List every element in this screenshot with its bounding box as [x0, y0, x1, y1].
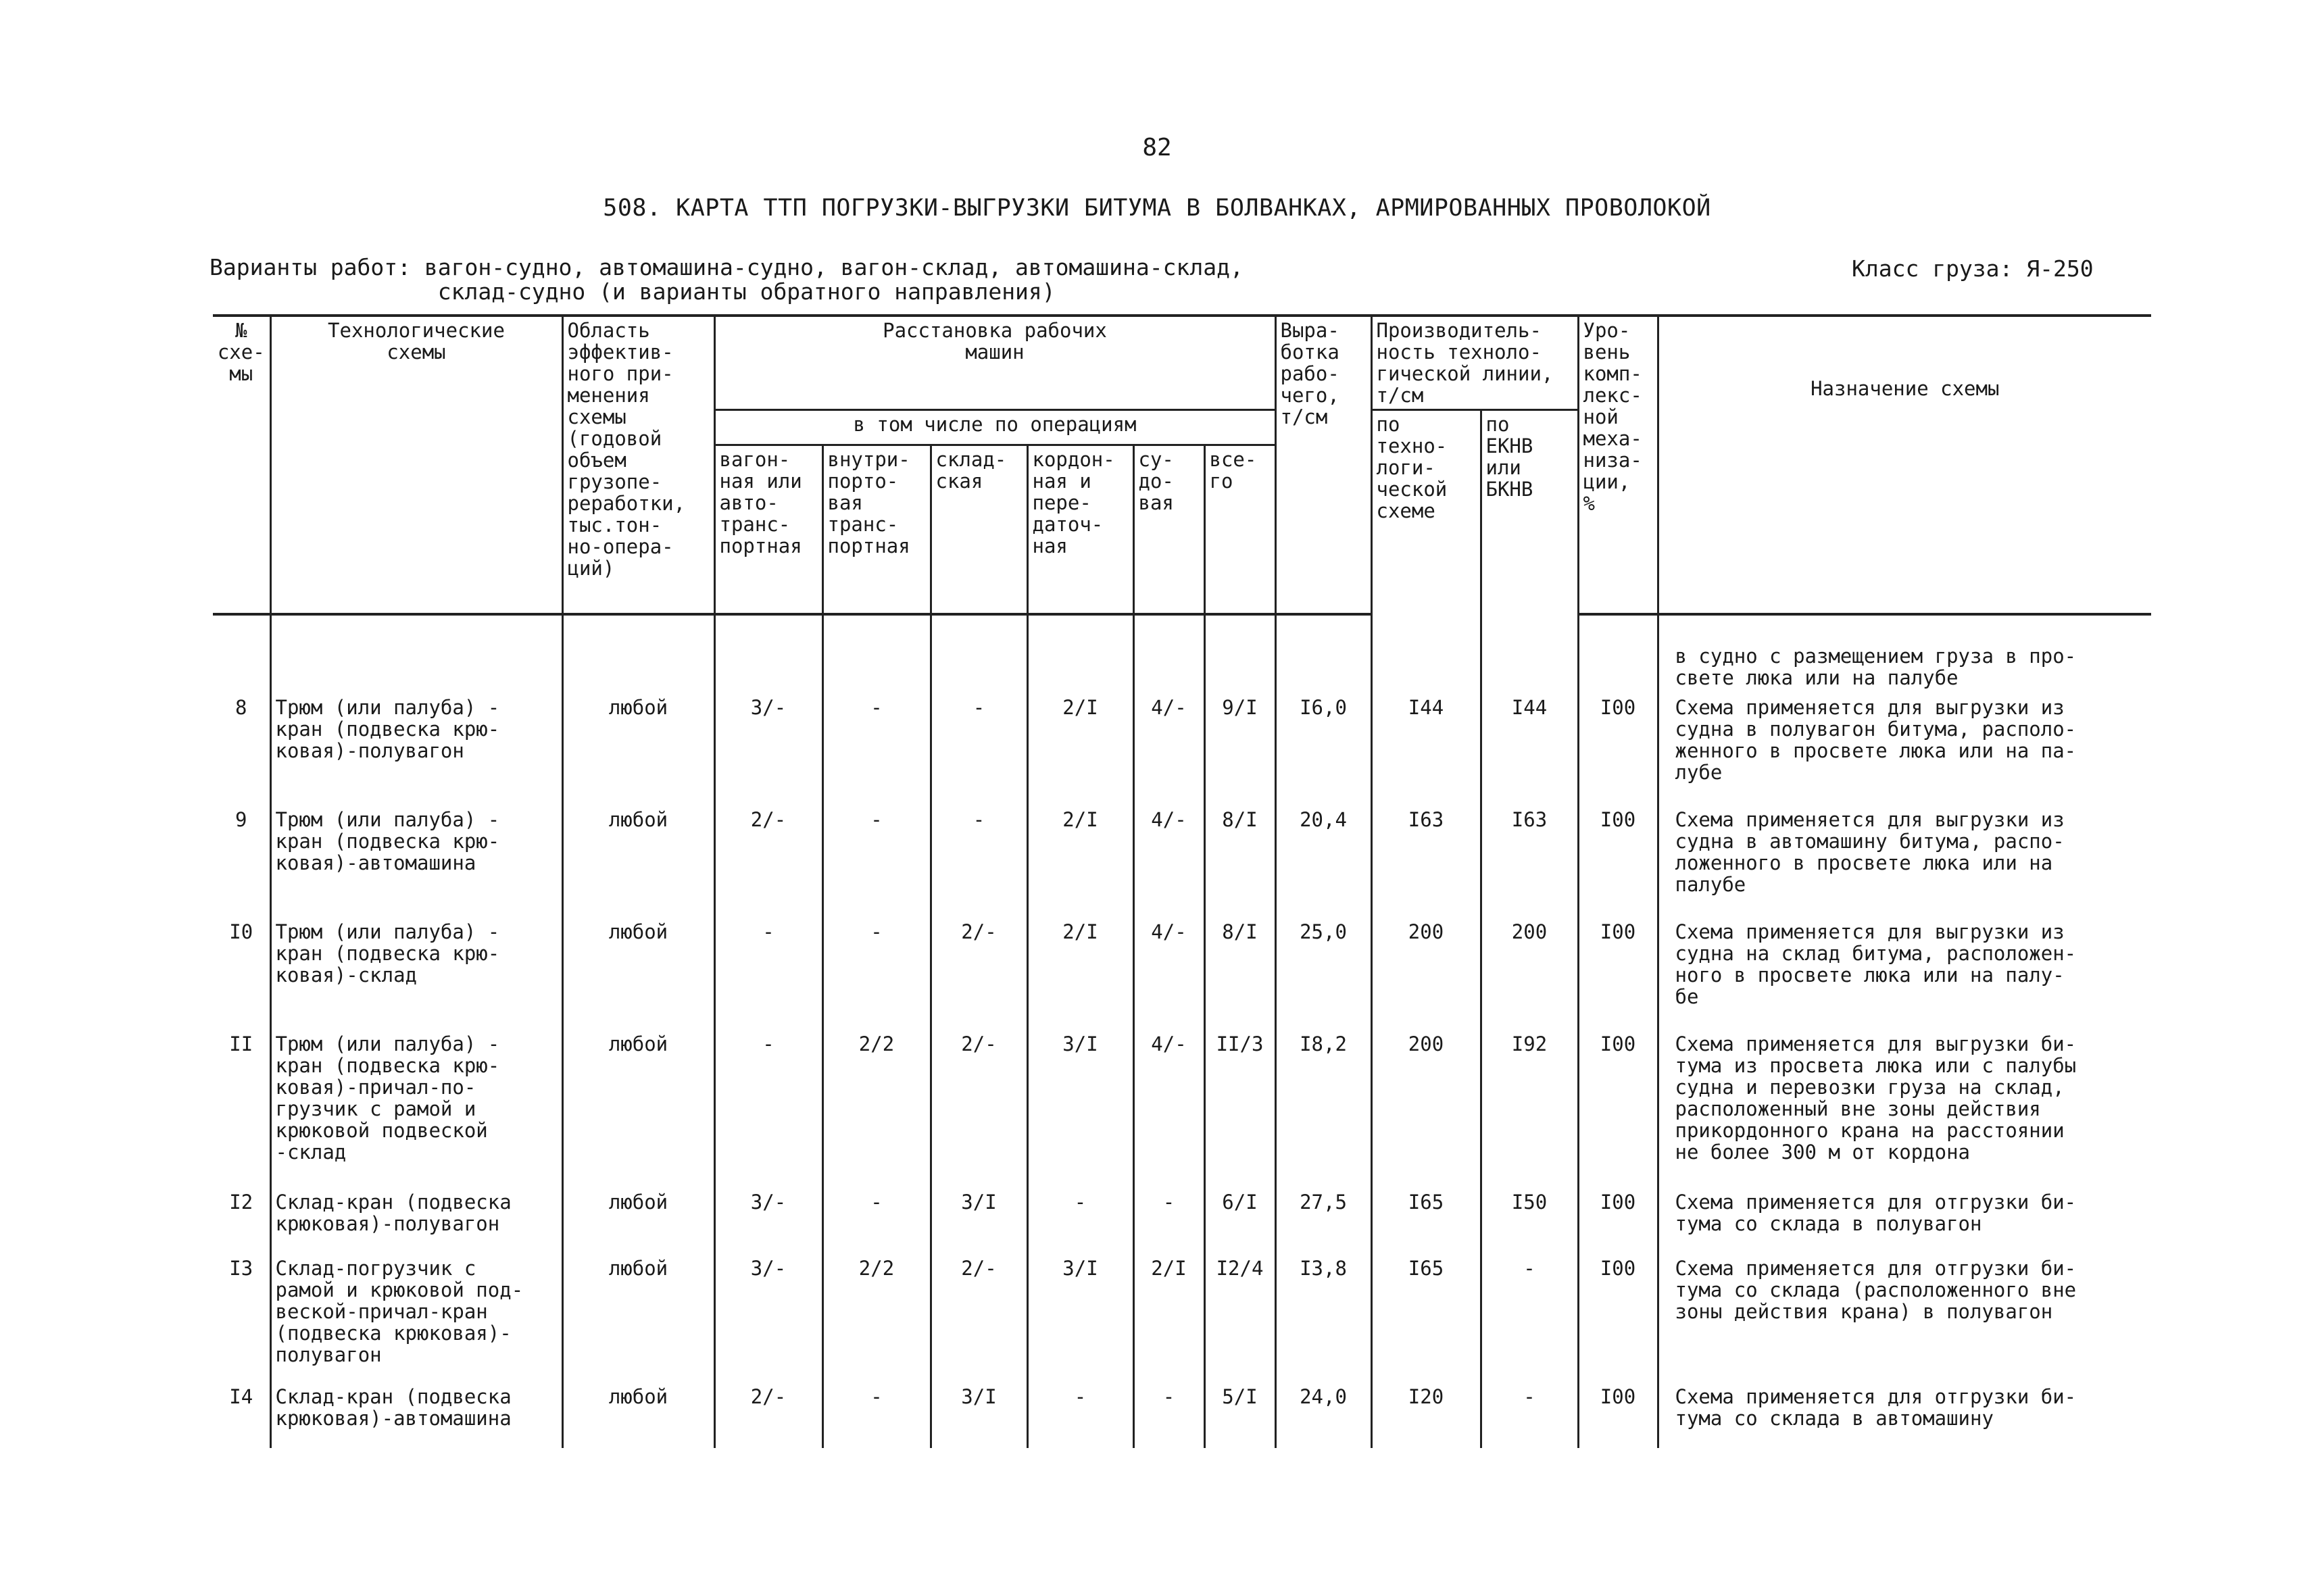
mechanization-value: I00	[1578, 1380, 1658, 1448]
tech-productivity: 200	[1371, 1028, 1481, 1186]
header-scheme-number: № схе- мы	[213, 316, 270, 614]
ship-value: 2/I	[1133, 1252, 1204, 1380]
scheme-description: Склад-погрузчик с рамой и крюковой под- веской-причал-кран (подвеска крюковая)- полувагон	[270, 1252, 562, 1380]
cordon-value: 2/I	[1027, 691, 1133, 803]
wagon-value: 3/-	[714, 1252, 822, 1380]
scheme-purpose: Схема применяется для выгрузки из судна на склад битума, расположен- ного в просвете люка или на палу- бе	[1658, 916, 2151, 1028]
table-row	[213, 803, 2151, 916]
scheme-description: Склад-кран (подвеска крюковая)-полувагон	[270, 1186, 562, 1252]
ship-value: -	[1133, 1380, 1204, 1448]
cordon-value: 2/I	[1027, 803, 1133, 916]
cordon-value: -	[1027, 1186, 1133, 1252]
wagon-value: 3/-	[714, 691, 822, 803]
ship-value: 4/-	[1133, 1028, 1204, 1186]
warehouse-value: 3/I	[931, 1186, 1027, 1252]
scheme-number: I4	[229, 1385, 253, 1408]
header-internal-transport: внутри- порто- вая транс- портная	[822, 445, 931, 614]
scheme-purpose: Схема применяется для отгрузки би- тума со склада (расположенного вне зоны действия крана) в полувагон	[1658, 1252, 2151, 1380]
wagon-value: -	[714, 1028, 822, 1186]
table-row	[213, 1252, 2151, 1380]
wagon-value: -	[714, 916, 822, 1028]
output-value: I6,0	[1275, 691, 1371, 803]
mechanization-value: I00	[1578, 1186, 1658, 1252]
total-value: 8/I	[1204, 916, 1275, 1028]
output-value: 20,4	[1275, 803, 1371, 916]
continuation-row	[213, 614, 2151, 691]
application-area: любой	[562, 1028, 714, 1186]
ship-value: -	[1133, 1186, 1204, 1252]
header-mechanization-level: Уро- вень комп- лекс- ной меха- низа- ции, %	[1578, 316, 1658, 614]
warehouse-value: -	[931, 691, 1027, 803]
wagon-value: 2/-	[714, 803, 822, 916]
cordon-value: 3/I	[1027, 1252, 1133, 1380]
table-row	[213, 916, 2151, 1028]
application-area: любой	[562, 916, 714, 1028]
scheme-number: II	[229, 1032, 253, 1055]
output-value: 27,5	[1275, 1186, 1371, 1252]
work-variants: Варианты работ: вагон-судно, автомашина-судно, вагон-склад, автомашина-склад, склад-судно (и варианты обратного направления)	[210, 254, 1244, 305]
tech-productivity: 200	[1371, 916, 1481, 1028]
eknv-productivity: I44	[1481, 691, 1578, 803]
cordon-value: 2/I	[1027, 916, 1133, 1028]
application-area: любой	[562, 1252, 714, 1380]
scheme-number: I3	[229, 1256, 253, 1280]
output-value: I3,8	[1275, 1252, 1371, 1380]
scheme-purpose: Схема применяется для выгрузки из судна в полувагон битума, располо- женного в просвете люка или на па- лубе	[1658, 691, 2151, 803]
scheme-purpose: Схема применяется для выгрузки из судна в автомашину битума, распо- ложенного в просвете люка или на палубе	[1658, 803, 2151, 916]
internal-value: -	[822, 691, 931, 803]
output-value: 25,0	[1275, 916, 1371, 1028]
scheme-purpose: Схема применяется для отгрузки би- тума со склада в полувагон	[1658, 1186, 2151, 1252]
scheme-number: 9	[235, 807, 247, 831]
header-by-eknv: по ЕКНВ или БКНВ	[1481, 410, 1578, 614]
warehouse-value: 2/-	[931, 1252, 1027, 1380]
continuation-text: в судно с размещением груза в про- свете люка или на палубе	[1658, 614, 2151, 691]
internal-value: -	[822, 1380, 931, 1448]
ship-value: 4/-	[1133, 691, 1204, 803]
total-value: 6/I	[1204, 1186, 1275, 1252]
scheme-number: I0	[229, 920, 253, 943]
table-row	[213, 691, 2151, 803]
internal-value: -	[822, 916, 931, 1028]
eknv-productivity: I92	[1481, 1028, 1578, 1186]
header-line-productivity: Производитель- ность техноло- гической линии, т/см	[1371, 316, 1578, 410]
cordon-value: -	[1027, 1380, 1133, 1448]
page-number: 82	[1142, 134, 1172, 161]
scheme-description: Трюм (или палуба) - кран (подвеска крю- ковая)-автомашина	[270, 803, 562, 916]
scheme-description: Трюм (или палуба) - кран (подвеска крю- ковая)-полувагон	[270, 691, 562, 803]
scheme-number: I2	[229, 1190, 253, 1214]
eknv-productivity: I50	[1481, 1186, 1578, 1252]
cordon-value: 3/I	[1027, 1028, 1133, 1186]
internal-value: 2/2	[822, 1028, 931, 1186]
header-by-tech-scheme: по техно- логи- ческой схеме	[1371, 410, 1481, 614]
mechanization-value: I00	[1578, 691, 1658, 803]
wagon-value: 2/-	[714, 1380, 822, 1448]
tech-productivity: I20	[1371, 1380, 1481, 1448]
technology-table	[213, 314, 2151, 1448]
application-area: любой	[562, 1186, 714, 1252]
eknv-productivity: -	[1481, 1252, 1578, 1380]
tech-productivity: I63	[1371, 803, 1481, 916]
warehouse-value: 3/I	[931, 1380, 1027, 1448]
application-area: любой	[562, 803, 714, 916]
header-worker-output: Выра- ботка рабо- чего, т/см	[1275, 316, 1371, 614]
internal-value: -	[822, 803, 931, 916]
table-row	[213, 1186, 2151, 1252]
tech-productivity: I65	[1371, 1186, 1481, 1252]
output-value: I8,2	[1275, 1028, 1371, 1186]
total-value: II/3	[1204, 1028, 1275, 1186]
total-value: I2/4	[1204, 1252, 1275, 1380]
table-row	[213, 1028, 2151, 1186]
scheme-number: 8	[235, 695, 247, 719]
output-value: 24,0	[1275, 1380, 1371, 1448]
eknv-productivity: 200	[1481, 916, 1578, 1028]
header-ship: су- до- вая	[1133, 445, 1204, 614]
header-wagon-transport: вагон- ная или авто- транс- портная	[714, 445, 822, 614]
application-area: любой	[562, 1380, 714, 1448]
header-by-operations: в том числе по операциям	[714, 410, 1275, 445]
scheme-purpose: Схема применяется для выгрузки би- тума из просвета люка или с палубы судна и перевозки груза на склад, расположенный вне зоны действия прикордонного крана на расстоянии не более 300 м от кордона	[1658, 1028, 2151, 1186]
mechanization-value: I00	[1578, 1252, 1658, 1380]
total-value: 8/I	[1204, 803, 1275, 916]
mechanization-value: I00	[1578, 916, 1658, 1028]
scheme-description: Трюм (или палуба) - кран (подвеска крю- ковая)-причал-по- грузчик с рамой и крюковой подвеской -склад	[270, 1028, 562, 1186]
table-row	[213, 1380, 2151, 1448]
total-value: 9/I	[1204, 691, 1275, 803]
total-value: 5/I	[1204, 1380, 1275, 1448]
mechanization-value: I00	[1578, 803, 1658, 916]
warehouse-value: 2/-	[931, 1028, 1027, 1186]
eknv-productivity: -	[1481, 1380, 1578, 1448]
ship-value: 4/-	[1133, 803, 1204, 916]
header-application-area: Область эффектив- ного при- менения схемы (годовой объем грузопе- реработки, тыс.тон- но-опера- ций)	[562, 316, 714, 614]
cargo-class: Класс груза: Я-250	[1852, 255, 2094, 282]
header-warehouse: склад- ская	[931, 445, 1027, 614]
ship-value: 4/-	[1133, 916, 1204, 1028]
warehouse-value: 2/-	[931, 916, 1027, 1028]
application-area: любой	[562, 691, 714, 803]
header-machine-placement: Расстановка рабочих машин	[714, 316, 1275, 410]
scheme-description: Трюм (или палуба) - кран (подвеска крю- ковая)-склад	[270, 916, 562, 1028]
header-total: все- го	[1204, 445, 1275, 614]
header-technological-schemes: Технологические схемы	[270, 316, 562, 614]
document-title: 508. КАРТА ТТП ПОГРУЗКИ-ВЫГРУЗКИ БИТУМА В БОЛВАНКАХ, АРМИРОВАННЫХ ПРОВОЛОКОЙ	[603, 195, 1711, 222]
internal-value: -	[822, 1186, 931, 1252]
scheme-purpose: Схема применяется для отгрузки би- тума со склада в автомашину	[1658, 1380, 2151, 1448]
wagon-value: 3/-	[714, 1186, 822, 1252]
scheme-description: Склад-кран (подвеска крюковая)-автомашина	[270, 1380, 562, 1448]
internal-value: 2/2	[822, 1252, 931, 1380]
warehouse-value: -	[931, 803, 1027, 916]
tech-productivity: I44	[1371, 691, 1481, 803]
tech-productivity: I65	[1371, 1252, 1481, 1380]
mechanization-value: I00	[1578, 1028, 1658, 1186]
eknv-productivity: I63	[1481, 803, 1578, 916]
header-scheme-purpose: Назначение схемы	[1658, 316, 2151, 614]
header-cordon: кордон- ная и пере- даточ- ная	[1027, 445, 1133, 614]
